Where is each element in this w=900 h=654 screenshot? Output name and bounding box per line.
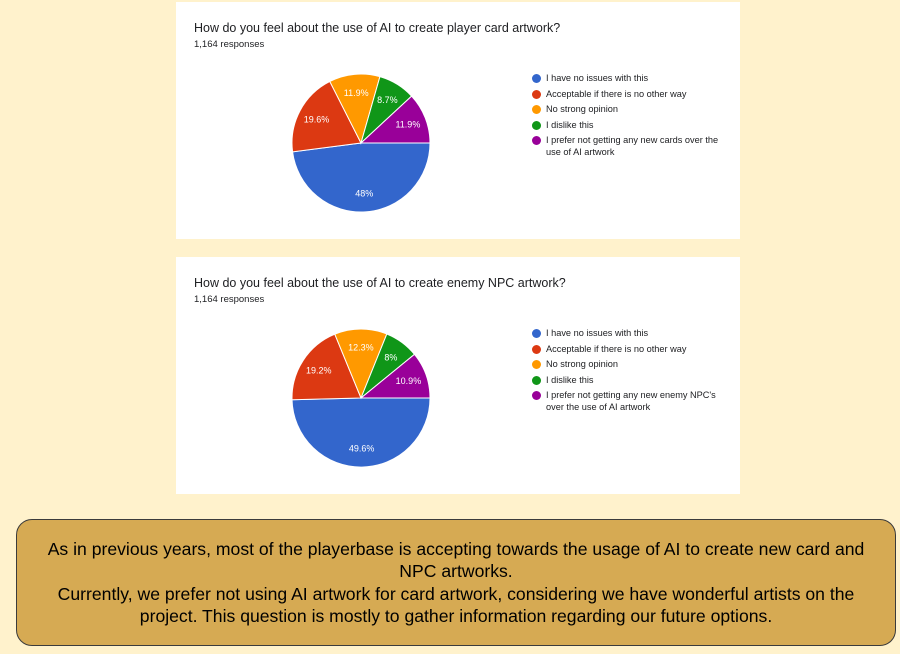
legend-swatch bbox=[532, 90, 541, 99]
pie-slice-label: 19.6% bbox=[303, 114, 330, 125]
legend-label: I prefer not getting any new cards over the use of AI artwork bbox=[546, 135, 719, 157]
legend-item bbox=[532, 389, 732, 413]
pie-slice-label: 12.3% bbox=[348, 342, 374, 353]
legend-label: I have no issues with this bbox=[546, 73, 649, 83]
survey-card-npc-artwork bbox=[176, 257, 740, 494]
legend-item bbox=[532, 134, 732, 158]
legend-swatch bbox=[532, 391, 541, 400]
pie-chart bbox=[288, 325, 434, 471]
legend-item bbox=[532, 103, 732, 115]
legend-label: No strong opinion bbox=[546, 104, 619, 114]
pie-slice-label: 10.9% bbox=[395, 376, 422, 387]
pie-slice-label: 49.6% bbox=[348, 443, 375, 454]
chart-legend bbox=[532, 327, 732, 417]
announcement-text bbox=[29, 538, 883, 628]
pie-slice-label: 48% bbox=[355, 188, 374, 199]
pie-slice-i-have-no-issues-with-this bbox=[293, 143, 430, 212]
pie-slice-label: 8.7% bbox=[377, 95, 398, 106]
pie-slice-label: 11.9% bbox=[395, 119, 421, 130]
question-title: How do you feel about the use of AI to create player card artwork? bbox=[194, 21, 561, 35]
pie-slice-label: 19.2% bbox=[306, 365, 332, 376]
legend-label: I dislike this bbox=[546, 119, 594, 130]
legend-swatch bbox=[532, 74, 541, 83]
pie-chart bbox=[288, 70, 434, 216]
legend-swatch bbox=[532, 105, 541, 114]
announcement-paragraph: Currently, we prefer not using AI artwork for card artwork, considering we have wonderful artists on the project. This question is mostly to gather information regarding our future options. bbox=[57, 583, 855, 626]
response-count: 1,164 responses bbox=[194, 39, 265, 50]
legend-label: No strong opinion bbox=[546, 359, 619, 369]
legend-item bbox=[532, 343, 732, 355]
pie-slice-label: 11.9% bbox=[343, 87, 369, 98]
legend-swatch bbox=[532, 360, 541, 369]
response-count: 1,164 responses bbox=[194, 294, 265, 305]
legend-swatch bbox=[532, 329, 541, 338]
legend-item bbox=[532, 358, 732, 370]
survey-card-player-artwork bbox=[176, 2, 740, 239]
legend-label: Acceptable if there is no other way bbox=[546, 343, 687, 354]
pie-slice-i-have-no-issues-with-this bbox=[292, 398, 430, 467]
legend-item bbox=[532, 72, 732, 84]
question-title: How do you feel about the use of AI to create enemy NPC artwork? bbox=[194, 276, 566, 290]
announcement-paragraph: As in previous years, most of the playerbase is accepting towards the usage of AI to create new card and NPC artworks. bbox=[47, 538, 865, 581]
legend-swatch bbox=[532, 376, 541, 385]
legend-swatch bbox=[532, 345, 541, 354]
legend-label: I have no issues with this bbox=[546, 328, 649, 338]
legend-swatch bbox=[532, 121, 541, 130]
legend-label: Acceptable if there is no other way bbox=[546, 88, 687, 99]
legend-item bbox=[532, 374, 732, 386]
legend-swatch bbox=[532, 136, 541, 145]
legend-item bbox=[532, 327, 732, 339]
legend-label: I dislike this bbox=[546, 374, 594, 385]
legend-item bbox=[532, 119, 732, 131]
pie-slice-label: 8% bbox=[384, 352, 398, 363]
legend-item bbox=[532, 88, 732, 100]
legend-label: I prefer not getting any new enemy NPC's over the use of AI artwork bbox=[546, 390, 716, 412]
chart-legend bbox=[532, 72, 732, 162]
announcement-box bbox=[16, 519, 896, 646]
